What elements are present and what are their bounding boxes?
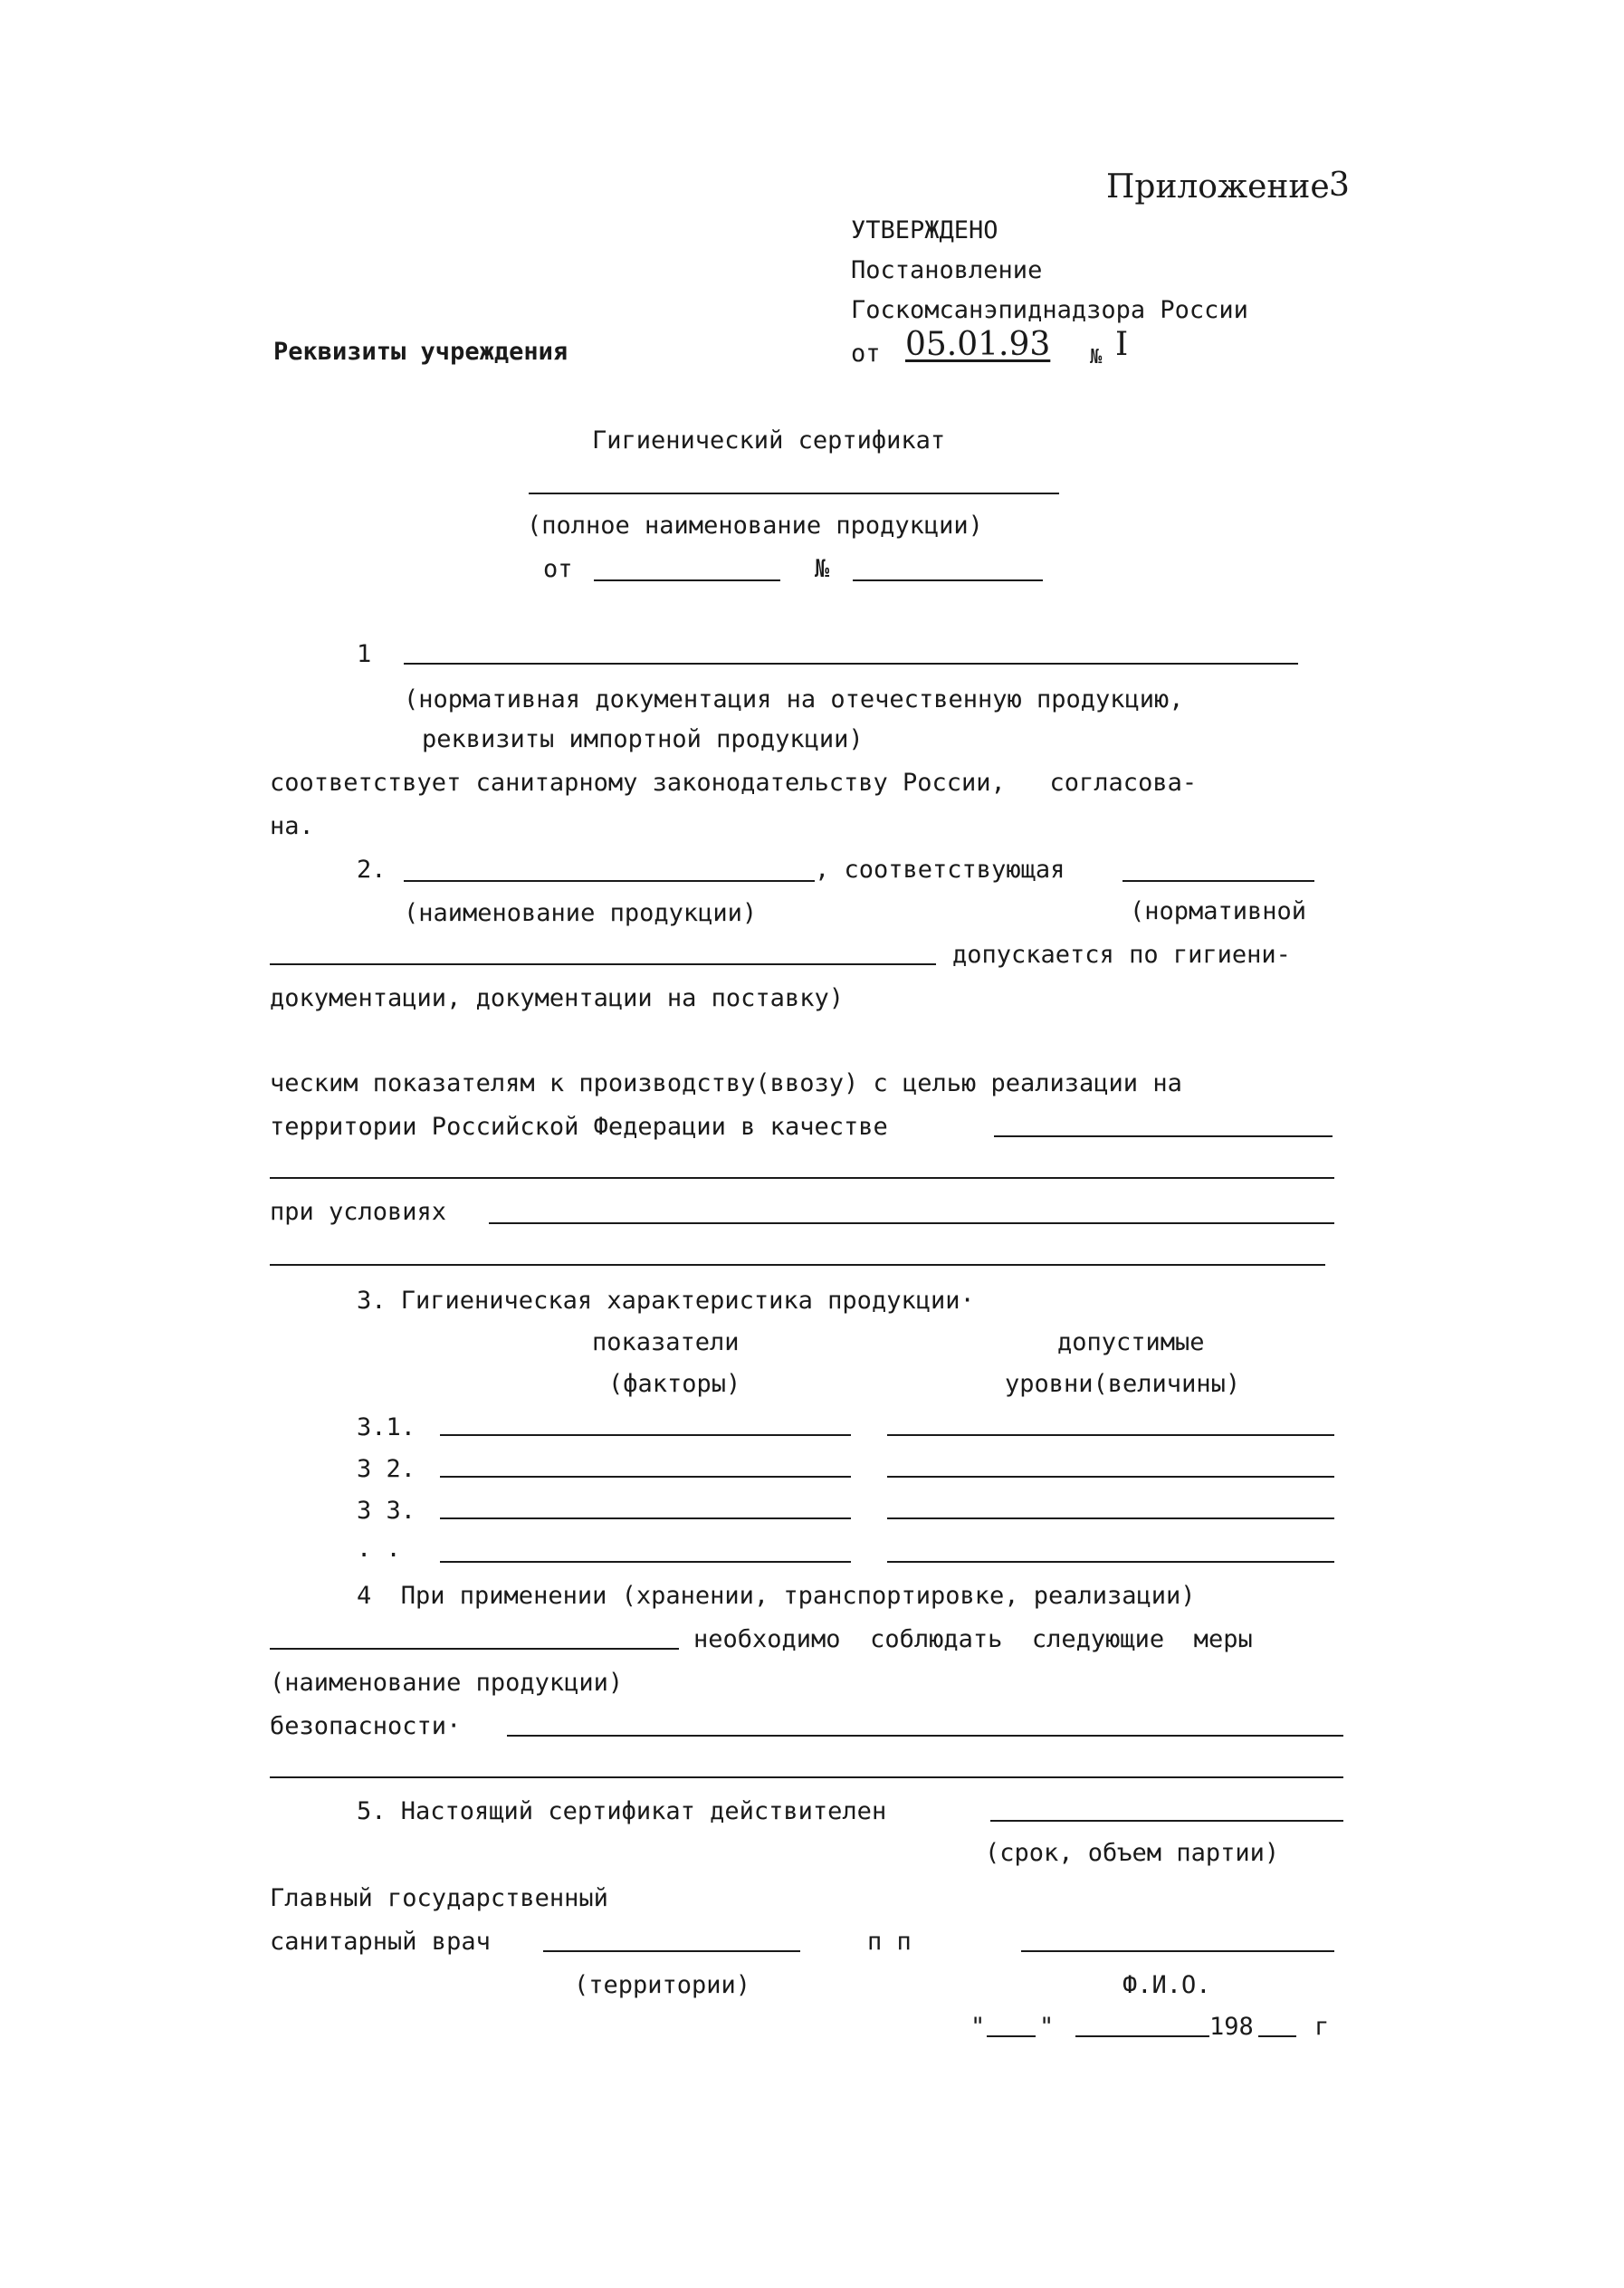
section2-quality-line2 bbox=[270, 1177, 1334, 1179]
section1-number: 1 bbox=[357, 640, 372, 668]
approval-number-prefix: № bbox=[1090, 346, 1103, 369]
section2-normative-caption: (нормативной bbox=[1130, 897, 1307, 925]
from-label: от bbox=[543, 555, 573, 583]
levels-header-line1: допустимые bbox=[1057, 1328, 1205, 1356]
conditions-line2 bbox=[270, 1264, 1325, 1266]
validity-line bbox=[990, 1820, 1343, 1822]
signer-title-line2: санитарный врач bbox=[270, 1928, 491, 1956]
territory-line bbox=[543, 1950, 800, 1952]
section5-caption: (срок, объем партии) bbox=[985, 1839, 1280, 1867]
approval-date: 05.01.93 bbox=[905, 326, 1051, 363]
section2-text-line1: ческим показателям к производству(ввозу) с целью реализации на bbox=[270, 1069, 1182, 1097]
year-line bbox=[1258, 2035, 1296, 2037]
section2-quality-line bbox=[994, 1135, 1333, 1137]
safety-line2 bbox=[270, 1776, 1343, 1778]
year-suffix: г bbox=[1314, 2013, 1330, 2041]
section2-docs-caption: документации, документации на поставку) bbox=[270, 984, 844, 1012]
day-line bbox=[987, 2035, 1036, 2037]
product-name-line bbox=[529, 493, 1059, 494]
fio-caption: Ф.И.О. bbox=[1122, 1971, 1211, 1999]
section4-product-caption: (наименование продукции) bbox=[270, 1669, 624, 1697]
factors-header-line2: (факторы) bbox=[608, 1370, 741, 1398]
section1-caption-line1: (нормативная документация на отечественную продукцию, bbox=[404, 685, 1184, 713]
authority-label: Госкомсанэпиднадзора России bbox=[851, 296, 1248, 324]
level-line bbox=[887, 1476, 1334, 1478]
section1-caption-line2: реквизиты импортной продукции) bbox=[422, 725, 864, 753]
factor-line bbox=[440, 1561, 851, 1563]
section2-text-line2: территории Российской Федерации в качестве bbox=[270, 1113, 888, 1141]
section3-heading: 3. Гигиеническая характеристика продукции· bbox=[357, 1287, 975, 1315]
safety-label: безопасности· bbox=[270, 1712, 462, 1740]
section4-text-line1: 4 При применении (хранении, транспортировке, реализации) bbox=[357, 1582, 1196, 1610]
institution-details: Реквизиты учреждения bbox=[273, 338, 568, 366]
resolution-label: Постановление bbox=[851, 256, 1043, 284]
section2-matching: , соответствующая bbox=[815, 856, 1065, 884]
number-label: № bbox=[815, 555, 830, 583]
section5-text: 5. Настоящий сертификат действителен bbox=[357, 1797, 887, 1825]
factor-line bbox=[440, 1476, 851, 1478]
signature-line bbox=[1021, 1950, 1334, 1952]
section1-text-line2: на. bbox=[270, 812, 314, 840]
section2-product-caption: (наименование продукции) bbox=[404, 899, 758, 927]
appendix-number: 3 bbox=[1329, 167, 1350, 204]
row-label: 3.1. bbox=[357, 1413, 416, 1441]
section4-product-line bbox=[270, 1648, 679, 1650]
normative-doc-line bbox=[404, 663, 1298, 665]
conditions-line bbox=[489, 1222, 1334, 1224]
product-name-caption: (полное наименование продукции) bbox=[527, 512, 983, 540]
section2-product-line bbox=[404, 880, 815, 882]
pp-label: п п bbox=[867, 1928, 912, 1956]
factors-header-line1: показатели bbox=[592, 1328, 740, 1356]
level-line bbox=[887, 1561, 1334, 1563]
approval-number: I bbox=[1115, 326, 1129, 363]
date-prefix: от bbox=[851, 340, 881, 368]
row-label: 3 3. bbox=[357, 1497, 416, 1525]
territory-caption: (территории) bbox=[574, 1971, 751, 1999]
level-line bbox=[887, 1434, 1334, 1436]
section1-text-line1: соответствует санитарному законодательству России, согласова- bbox=[270, 769, 1198, 797]
section2-docs-line bbox=[270, 963, 936, 965]
day-quote-close: " bbox=[1039, 2013, 1055, 2041]
month-line bbox=[1075, 2035, 1209, 2037]
signer-title-line1: Главный государственный bbox=[270, 1884, 608, 1912]
date-line bbox=[594, 579, 780, 581]
row-label: . . bbox=[357, 1535, 401, 1563]
certificate-title: Гигиенический сертификат bbox=[592, 426, 946, 455]
day-quote-open: " bbox=[970, 2013, 986, 2041]
section2-allowed: допускается по гигиени- bbox=[952, 941, 1291, 969]
year-prefix: 198 bbox=[1209, 2013, 1254, 2041]
factor-line bbox=[440, 1517, 851, 1519]
row-label: 3 2. bbox=[357, 1455, 416, 1483]
section4-text-line2: необходимо соблюдать следующие меры bbox=[693, 1625, 1253, 1653]
appendix-label: Приложение bbox=[1106, 168, 1330, 206]
safety-line bbox=[507, 1735, 1343, 1737]
level-line bbox=[887, 1517, 1334, 1519]
number-line bbox=[853, 579, 1043, 581]
factor-line bbox=[440, 1434, 851, 1436]
conditions-label: при условиях bbox=[270, 1198, 447, 1226]
section2-normative-line bbox=[1122, 880, 1314, 882]
levels-header-line2: уровни(величины) bbox=[1005, 1370, 1241, 1398]
approved-label: УТВЕРЖДЕНО bbox=[851, 216, 998, 244]
section2-number: 2. bbox=[357, 856, 387, 884]
